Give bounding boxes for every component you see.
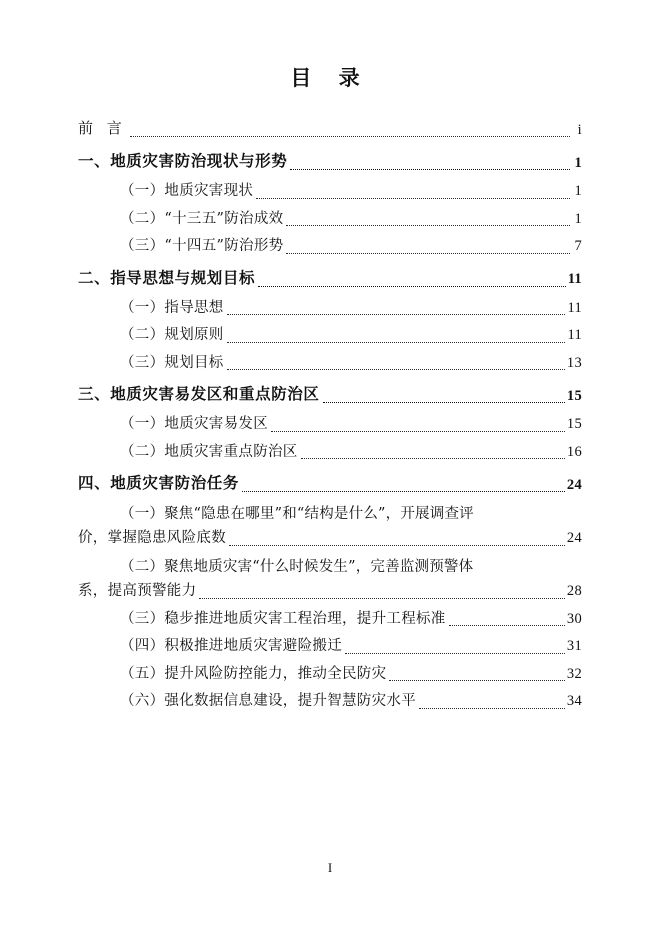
toc-entry-level2[interactable] [78,635,582,657]
toc-entry-level2[interactable] [78,297,582,319]
toc-leader-dots [199,597,564,599]
toc-entry-label: （一）地质灾害易发区 [120,416,268,433]
toc-entry-label: （三）“十四五”防治形势 [120,238,284,255]
toc-entry-label: （三）稳步推进地质灾害工程治理，提升工程标准 [120,610,446,627]
toc-entry-level1[interactable] [78,472,582,496]
toc-leader-dots [271,430,565,432]
toc-leader-dots [130,135,570,137]
table-of-contents [78,118,582,713]
toc-leader-dots [227,341,566,343]
toc-leader-dots [419,707,565,709]
toc-entry-level2[interactable] [78,324,582,346]
toc-entry-level2[interactable] [78,608,582,630]
toc-leader-dots [389,679,564,681]
toc-leader-dots [286,224,570,226]
toc-leader-dots [258,285,566,287]
toc-entry-label: （六）强化数据信息建设，提升智慧防灾水平 [120,693,416,710]
toc-entry-level2[interactable] [78,690,582,712]
toc-entry-label: （一）地质灾害现状 [120,183,254,200]
toc-entry-page: 28 [566,583,582,600]
toc-entry-page: 7 [574,238,582,255]
toc-entry-label: （一）指导思想 [120,299,224,316]
toc-entry-level2[interactable] [78,352,582,374]
toc-leader-dots [227,368,565,370]
toc-entry-page: 15 [566,416,582,433]
toc-entry-label: （五）提升风险防控能力，推动全民防灾 [120,665,387,682]
toc-leader-dots [449,624,565,626]
toc-entry-level2[interactable] [78,441,582,463]
toc-entry-label: 二、指导思想与规划目标 [78,269,256,287]
toc-entry-label: （二）地质灾害重点防治区 [120,443,298,460]
toc-entry-level2[interactable] [78,235,582,257]
toc-entry-page: 34 [566,693,582,710]
toc-leader-dots [290,168,570,170]
toc-entry-page: 16 [566,443,582,460]
toc-entry-label: 四、地质灾害防治任务 [78,475,240,493]
toc-entry-page: 1 [574,154,582,171]
toc-entry-level2[interactable] [78,413,582,435]
toc-entry-page: 24 [566,530,582,547]
toc-leader-dots [227,313,566,315]
toc-entry-label: （三）规划目标 [120,354,224,371]
toc-entry-page: 15 [566,387,582,404]
toc-entry-page: 1 [574,183,582,200]
toc-entry-label: 系，提高预警能力 [78,583,197,600]
toc-entry-page: 31 [566,638,582,655]
toc-entry-page: 30 [566,610,582,627]
toc-entry-label: 一、地质灾害防治现状与形势 [78,153,288,171]
toc-entry-front-matter[interactable] [78,118,582,141]
toc-leader-dots [286,252,570,254]
toc-entry-level1[interactable] [78,267,582,291]
toc-entry-label: （二）规划原则 [120,327,224,344]
toc-leader-dots [323,401,565,403]
toc-entry-level1[interactable] [78,383,582,407]
toc-entry-level2-wrapped-line2[interactable] [78,580,582,602]
toc-entry-label: 价，掌握隐患风险底数 [78,530,226,547]
page-title: 目 录 [290,65,370,90]
toc-leader-dots [301,457,565,459]
page-number-footer: I [327,860,333,875]
toc-entry-level2-wrapped-line1[interactable] [78,502,582,527]
toc-leader-dots [345,652,565,654]
toc-entry-label: （二）“十三五”防治成效 [120,210,284,227]
toc-entry-level2[interactable] [78,663,582,685]
toc-entry-level2-wrapped-line2[interactable] [78,527,582,549]
toc-entry-page: 1 [574,210,582,227]
toc-entry-label: 前 言 [78,121,127,137]
toc-entry-level2[interactable] [78,180,582,202]
toc-leader-dots [256,197,570,199]
toc-entry-page: 11 [567,271,582,288]
toc-entry-level1[interactable] [78,150,582,174]
toc-entry-page: 32 [566,665,582,682]
toc-entry-label: 三、地质灾害易发区和重点防治区 [78,386,320,404]
toc-entry-page: i [577,121,582,138]
toc-entry-page: 11 [567,299,582,316]
toc-leader-dots [242,490,565,492]
toc-entry-page: 24 [566,476,582,493]
toc-entry-level2-wrapped-line1[interactable] [78,555,582,580]
toc-entry-page: 11 [567,327,582,344]
toc-entry-page: 13 [566,354,582,371]
toc-leader-dots [229,544,565,546]
toc-entry-label-line1: （一）聚焦“隐患在哪里”和“结构是什么”，开展调查评 [120,506,474,523]
toc-entry-label-line1: （二）聚焦地质灾害“什么时候发生”，完善监测预警体 [120,558,474,575]
toc-entry-label: （四）积极推进地质灾害避险搬迁 [120,638,342,655]
toc-entry-level2[interactable] [78,208,582,230]
